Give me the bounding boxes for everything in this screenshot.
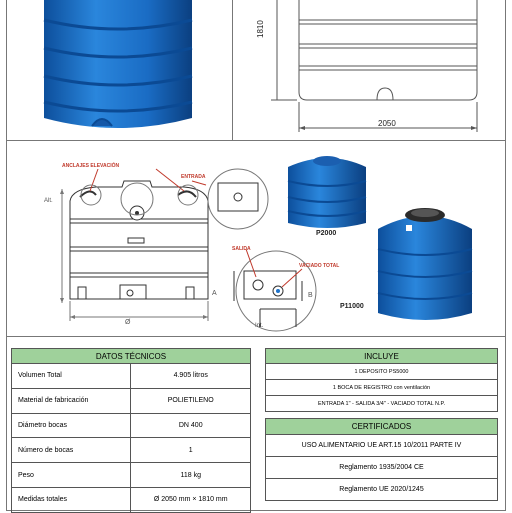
datos-tecnicos-table bbox=[11, 348, 251, 513]
label-alt: Alt. bbox=[44, 198, 53, 204]
model-p2000: P2000 bbox=[316, 230, 337, 237]
label-b: B bbox=[308, 292, 313, 299]
row-value: 1 bbox=[131, 438, 251, 463]
width-dimension-label: 2050 bbox=[378, 119, 396, 128]
label-vaciado-total: VACIADO TOTAL bbox=[299, 263, 340, 269]
label-anclajes: ANCLAJES ELEVACIÓN bbox=[62, 163, 120, 169]
row-label: Material de fabricación bbox=[12, 388, 131, 413]
table-row bbox=[12, 487, 251, 512]
table-row bbox=[12, 413, 251, 438]
row-label: Volumen Total bbox=[12, 364, 131, 389]
row-label: Peso bbox=[12, 463, 131, 488]
incluye-item: ENTRADA 1" - SALIDA 3/4" - VACIADO TOTAL N.P. bbox=[266, 396, 498, 412]
incluye-item: 1 BOCA DE REGISTRO con ventilación bbox=[266, 380, 498, 396]
tank-elevation-drawing bbox=[233, 0, 505, 140]
table-row bbox=[12, 463, 251, 488]
table-row bbox=[12, 364, 251, 389]
label-diameter: Ø bbox=[125, 319, 131, 326]
row-value: Ø 2050 mm × 1810 mm bbox=[131, 487, 251, 512]
row-label: Medidas totales bbox=[12, 487, 131, 512]
row-value: 118 kg bbox=[131, 463, 251, 488]
section-divider-bottom bbox=[6, 336, 506, 337]
incluye-item: 1 DEPOSITO PS5000 bbox=[266, 364, 498, 380]
certificado-item: Reglamento 1935/2004 CE bbox=[266, 457, 498, 479]
height-dimension-label: 1810 bbox=[256, 20, 265, 38]
datos-tecnicos-title: DATOS TÉCNICOS bbox=[12, 349, 251, 364]
row-value: POLIETILENO bbox=[131, 388, 251, 413]
certificado-item: Reglamento UE 2020/1245 bbox=[266, 479, 498, 501]
tank-photo-top bbox=[6, 0, 232, 140]
certificados-table bbox=[265, 418, 498, 501]
model-p11000: P11000 bbox=[340, 303, 364, 310]
incluye-table bbox=[265, 348, 498, 412]
tank-technical-diagram bbox=[6, 141, 506, 336]
table-row bbox=[12, 388, 251, 413]
certificados-title: CERTIFICADOS bbox=[266, 419, 498, 435]
label-entrada: ENTRADA bbox=[181, 174, 206, 180]
row-value: DN 400 bbox=[131, 413, 251, 438]
row-label: Número de bocas bbox=[12, 438, 131, 463]
row-label: Diámetro bocas bbox=[12, 413, 131, 438]
certificado-item: USO ALIMENTARIO UE ART.15 10/2011 PARTE IV bbox=[266, 435, 498, 457]
label-int: Int. bbox=[255, 323, 264, 329]
label-a: A bbox=[212, 290, 217, 297]
table-row bbox=[12, 438, 251, 463]
row-value: 4.905 litros bbox=[131, 364, 251, 389]
incluye-title: INCLUYE bbox=[266, 349, 498, 364]
label-salida: SALIDA bbox=[232, 246, 251, 252]
